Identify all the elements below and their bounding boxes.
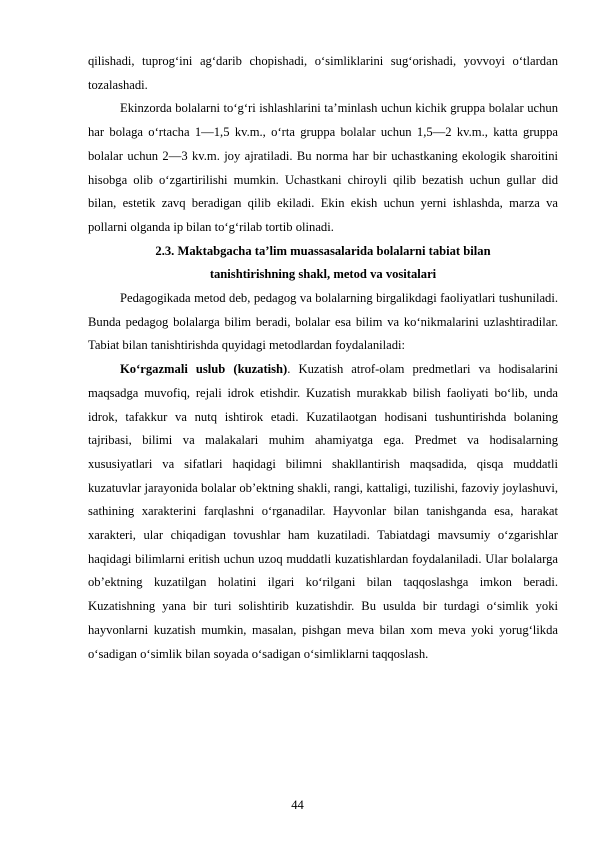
section-heading — [88, 240, 558, 287]
term-visual-method: Ko‘rgazmali uslub (kuzatish) — [120, 362, 288, 377]
paragraph-observation-text: . Kuzatish atrof-olam predmetlari va hodisalarini maqsadga muvofiq, rejali idrok etishdir. Kuzatish murakkab bilish faoliyati bo‘lib, unda idrok, tafakkur va nutq ishtirok etadi. Kuzatilaotgan hodisani tushuntirishda bolaning tajribasi, bilimi va malakalari muhim ahamiyatga ega. Predmet va hodisalarning xususiyatlari va sifatlari haqidagi bilimni shakllantirish maqsadida, qisqa muddatli kuzatuvlar jarayonida bolalar ob’ektning shakli, rangi, kattaligi, tuzilishi, fazoviy joylashuvi, sathining xarakterini farqlashni o‘rganadilar. Hayvonlar bilan tanishganda esa, harakat xarakteri, ular chiqadigan tovushlar ham kuzatiladi. Tabiatdagi mavsumiy o‘zgarishlar haqidagi bilimlarni eritish uchun uzoq muddatli kuzatishlardan foydalaniladi. Ular bolalarga ob’ektning kuzatilgan holatini ilgari ko‘rilgani bilan taqqoslashga imkon beradi. Kuzatishning yana bir turi solishtirib kuzatishdir. Bu usulda bir turdagi o‘simlik yoki hayvonlarni kuzatish mumkin, masalan, pishgan meva bilan xom meva yoki yorug‘likda o‘sadigan o‘simlik bilan soyada o‘sadigan o‘simliklarni taqqoslash. — [88, 362, 559, 661]
paragraph-method-definition: Pedagogikada metod deb, pedagog va bolalarning birgalikdagi faoliyatlari tushuniladi. Bunda pedagog bolalarga bilim beradi, bolalar esa bilim va ko‘nikmalarini uzlashtiradilar. Tabiat bilan tanishtirishda quyidagi metodlardan foydalaniladi: — [88, 291, 558, 353]
paragraph-field-allocation: Ekinzorda bolalarni to‘g‘ri ishlashlarini ta’minlash uchun kichik gruppa bolalar uchun har bolaga o‘rtacha 1—1,5 kv.m., o‘rta gruppa bolalar uchun 1,5—2 kv.m., katta gruppa bolalar uchun 2—3 kv.m. joy ajratiladi. Bu norma har bir uchastkaning ekologik sharoitini hisobga olib o‘zgartirilishi mumkin. Uchastkani chiroyli qilib bezatish uchun gullar did bilan, estetik zavq beradigan qilib ekiladi. Ekin ekish uchun yerni ishlashda, marza va pollarni olganda ip bilan to‘g‘rilab tortib olinadi. — [88, 101, 558, 234]
section-heading-line-1: 2.3. Maktabgacha ta’lim muassasalarida bolalarni tabiat bilan — [155, 243, 491, 258]
paragraph-continuation: qilishadi, tuprog‘ini ag‘darib chopishadi, o‘simliklarini sug‘orishadi, yovvoyi o‘tlardan tozalashadi. — [88, 54, 558, 92]
page-number: 44 — [291, 798, 304, 812]
paragraph-observation-method — [88, 358, 558, 666]
document-page — [88, 50, 558, 666]
section-heading-line-2: tanishtirishning shakl, metod va vositalari — [209, 267, 437, 282]
